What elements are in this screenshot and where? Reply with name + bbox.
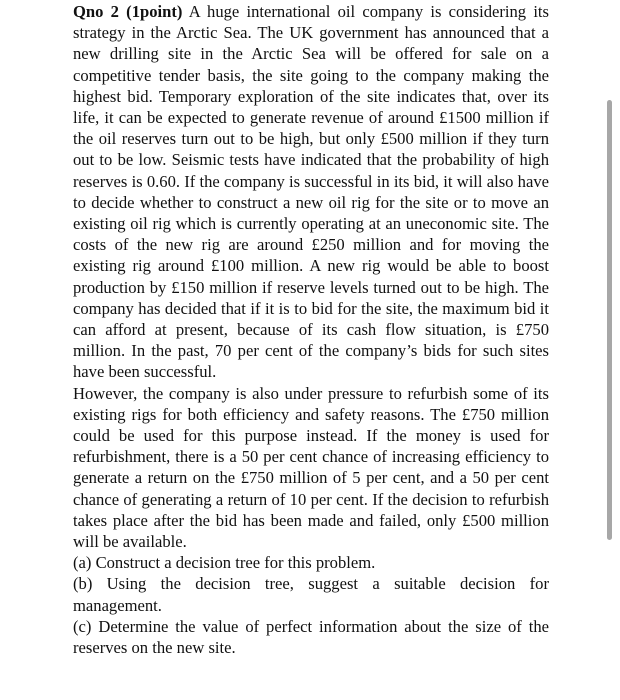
question-part-b: (b) Using the decision tree, suggest a suitable decision for management. — [73, 574, 549, 615]
question-paragraph-2: However, the company is also under pressure to refurbish some of its existing rigs for both efficiency and safety reasons. The £750 million could be used for this purpose instead. If the money is used for refurbishment, there is a 50 per cent chance of increasing efficiency to generate a return on the £750 million of 5 per cent, and a 50 per cent chance of generating a return of 10 per cent. If the decision to refurbish takes place after the bid has been made and failed, only £500 million will be available. — [73, 383, 549, 552]
vertical-scrollbar[interactable] — [607, 100, 612, 540]
question-label: Qno 2 (1point) — [73, 2, 183, 21]
question-part-c: (c) Determine the value of perfect information about the size of the reserves on the new site. — [73, 616, 549, 658]
question-document — [73, 1, 549, 658]
question-part-a: (a) Construct a decision tree for this problem. — [73, 553, 376, 573]
question-body-text: A huge international oil company is considering its strategy in the Arctic Sea. The UK government has announced that a new drilling site in the Arctic Sea will be offered for sale on a competitive tender basis, the site going to the company making the highest bid. Temporary exploration of the site indicates that, over its life, it can be expected to generate revenue of around £1500 million if the oil reserves turn out to be high, but only £500 million if they turn out to be low. Seismic tests have indicated that the probability of high reserves is 0.60. If the company is successful in its bid, it will also have to decide whether to construct a new oil rig for the site or to move an existing oil rig which is currently operating at an uneconomic site. The costs of the new rig are around £250 million and for moving the existing rig around £100 million. A new rig would be able to boost production by £150 million if reserve levels turned out to be high. The company has decided that if it is to bid for the site, the maximum bid it can afford at present, because of its cash flow situation, is £750 million. In the past, 70 per cent of the company’s bids for such sites have been successful. — [73, 2, 549, 382]
question-paragraph-1 — [73, 1, 549, 383]
